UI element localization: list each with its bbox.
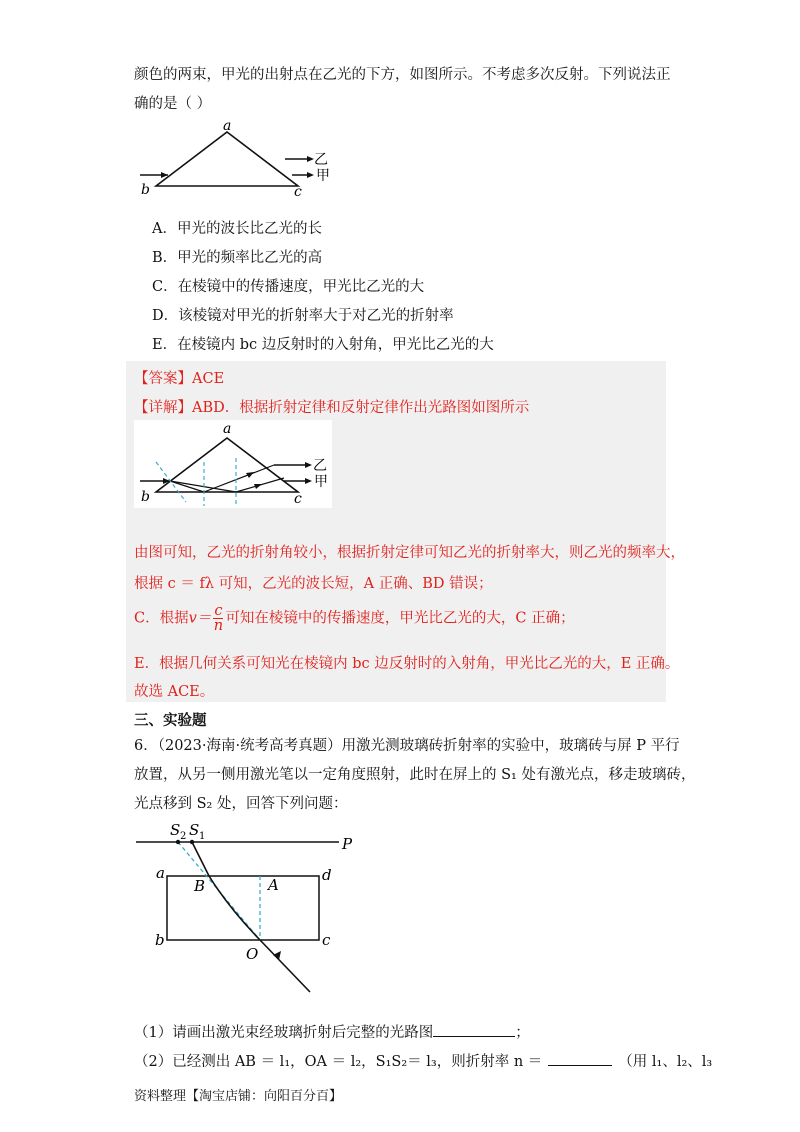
prism-triangle xyxy=(156,132,298,186)
label-O: O xyxy=(246,945,259,963)
ray-label-yi: 乙 xyxy=(313,458,327,474)
label-jia: 甲 xyxy=(316,168,330,184)
label-s1-sub: 1 xyxy=(199,831,206,842)
q6-line1: 6．（2023·海南·统考高考真题）用激光测玻璃砖折射率的实验中，玻璃砖与屏 P 平行 xyxy=(134,738,680,754)
q5-option-d: D．该棱镜对甲光的折射率大于对乙光的折射率 xyxy=(152,308,454,324)
label-A: A xyxy=(268,876,279,894)
q5-stem-line2: 确的是（ ） xyxy=(134,96,212,112)
label-d6: d xyxy=(322,866,332,884)
ray-label-b: b xyxy=(141,489,150,505)
answer-line xyxy=(134,367,224,388)
label-c: c xyxy=(294,184,302,198)
q6-sub2-blank[interactable] xyxy=(548,1065,612,1066)
q6-sub1-text: （1）请画出激光束经玻璃折射后完整的光路图 xyxy=(134,1025,434,1041)
detail-line xyxy=(134,396,529,417)
detail-tag: 【详解】 xyxy=(134,400,192,416)
q6-sub1 xyxy=(134,1021,530,1042)
label-b6: b xyxy=(155,931,165,949)
explanation-line1: 由图可知，乙光的折射角较小，根据折射定律可知乙光的折射率大，则乙光的频率大， xyxy=(134,545,685,561)
label-s2: S xyxy=(170,821,181,839)
ray-label-c: c xyxy=(294,491,302,507)
explanation-line3-post: 可知在棱镜中的传播速度，甲光比乙光的大，C 正确； xyxy=(225,610,575,627)
label-s1: S xyxy=(189,821,200,839)
q6-sub2-post: （用 l₁、l₂、l₃ xyxy=(618,1054,713,1070)
explanation-line2: 根据 c ＝ fλ 可知，乙光的波长短，A 正确、BD 错误； xyxy=(134,576,493,592)
answer-tag: 【答案】 xyxy=(134,371,192,387)
answer-value: ACE xyxy=(192,371,225,387)
footer: 资料整理【淘宝店铺：向阳百分百】 xyxy=(134,1089,343,1104)
label-yi: 乙 xyxy=(314,152,328,168)
q6-line2: 放置，从另一侧用激光笔以一定角度照射，此时在屏上的 S₁ 处有激光点，移走玻璃砖， xyxy=(134,767,696,783)
q5-option-c: C．在棱镜中的传播速度，甲光比乙光的大 xyxy=(152,279,425,295)
explanation-line3 xyxy=(134,604,575,633)
formula-denominator: n xyxy=(213,618,224,634)
q5-stem-line1: 颜色的两束，甲光的出射点在乙光的下方，如图所示。不考虑多次反射。下列说法正 xyxy=(134,67,671,83)
detail-intro: ABD．根据折射定律和反射定律作出光路图如图所示 xyxy=(192,400,530,416)
q6-sub1-end: ； xyxy=(515,1025,530,1041)
formula-fraction xyxy=(213,604,223,633)
label-s2-sub: 2 xyxy=(180,831,187,842)
label-c6: c xyxy=(322,931,331,949)
label-B: B xyxy=(194,877,206,895)
formula-numerator: c xyxy=(214,603,223,619)
ray-label-jia: 甲 xyxy=(314,474,328,490)
q5-option-e: E．在棱镜内 bc 边反射时的入射角，甲光比乙光的大 xyxy=(152,337,494,353)
glass-block xyxy=(167,876,319,940)
label-a: a xyxy=(223,118,232,134)
q6-sub2-pre: （2）已经测出 AB ＝ l₁，OA ＝ l₂，S₁S₂＝ l₃，则折射率 n ＝ xyxy=(134,1054,543,1070)
q5-option-a: A．甲光的波长比乙光的长 xyxy=(152,221,322,237)
label-b: b xyxy=(141,182,150,198)
explanation-line5: 故选 ACE。 xyxy=(134,684,215,700)
q5-ray-diagram xyxy=(134,420,332,508)
q5-option-b: B．甲光的频率比乙光的高 xyxy=(152,250,323,266)
q6-sub2 xyxy=(134,1050,712,1071)
explanation-line4: E．根据几何关系可知光在棱镜内 bc 边反射时的入射角，甲光比乙光的大，E 正确。 xyxy=(134,656,680,672)
q6-glass-figure xyxy=(134,818,374,998)
q6-sub1-blank[interactable] xyxy=(433,1036,515,1037)
label-a6: a xyxy=(156,864,165,882)
q5-prism-figure xyxy=(134,118,344,198)
ray-label-a: a xyxy=(223,421,232,437)
section-title: 三、实验题 xyxy=(134,712,207,729)
q6-line3: 光点移到 S₂ 处，回答下列问题： xyxy=(134,796,348,812)
label-p: P xyxy=(342,835,353,853)
formula-lhs: v＝ xyxy=(188,610,212,627)
explanation-line3-pre: C．根据 xyxy=(134,610,189,627)
